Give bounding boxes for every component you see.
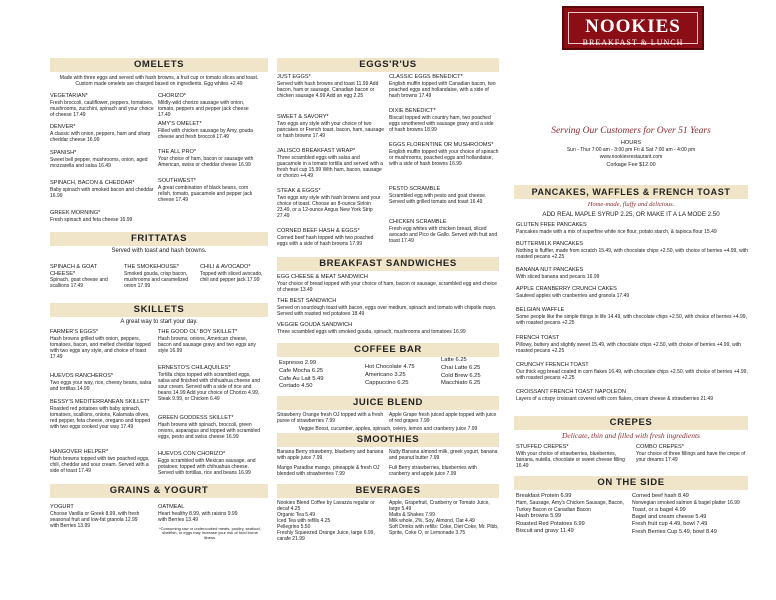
frittatas-heading: FRITTATAS (50, 232, 268, 246)
sandwiches-section (277, 257, 499, 335)
menu-column-middle (277, 0, 499, 600)
menu-item (50, 150, 154, 169)
item-desc: Some people like the simple things in life 14.49, with chocolate chips +2.50, with choice of berries +4.99, with roasted pecans +2.25 (516, 313, 747, 326)
side-item: Hash browns 5.99 (516, 513, 562, 520)
menu-item (50, 329, 154, 360)
menu-item (158, 504, 262, 541)
item-name: GREEK MORNING* (50, 210, 101, 216)
omelets-heading: OMELETS (50, 58, 268, 72)
coffee-item: Cappuccino 6.25 (365, 379, 409, 386)
item-name: EGGS FLORENTINE OR MUSHROOMS* (389, 142, 494, 148)
logo-subtitle: BREAKFAST & LUNCH (582, 38, 684, 48)
menu-item (50, 93, 154, 118)
beverage-item: Malts & Shakes 7.99 (389, 512, 435, 518)
item-desc: Choose Vanilla or Greek 8.99, with fresh seasonal fruit and low-fat granola 12.99 (50, 510, 140, 523)
item-name: CORNED BEEF HASH & EGGS* (277, 228, 360, 234)
menu-item (124, 264, 196, 289)
menu-item (158, 329, 262, 354)
menu-item (516, 222, 748, 235)
item-name: JUST EGGS* (277, 74, 311, 80)
item-name: OATMEAL (158, 504, 185, 510)
menu-item (158, 121, 262, 140)
skillets-heading: SKILLETS (50, 303, 268, 317)
side-item: Bagel and cream cheese 5.49 (632, 514, 707, 521)
beverages-list-left (277, 500, 385, 542)
menu-item (158, 365, 262, 402)
item-name: BUTTERMILK PANCAKES (516, 241, 584, 247)
menu-item (516, 241, 748, 260)
item-name: YOGURT (50, 504, 74, 510)
menu-item (516, 286, 748, 299)
logo-frame (568, 12, 698, 48)
menu-item (50, 449, 154, 474)
item-desc: Mildly-wild chorizo sausage with onion, tomato, peppers and pepper jack cheese 17.49 (158, 99, 249, 118)
coffee-item: Cafe Au Lait 5.49 (279, 375, 324, 382)
item-desc: Two eggs any style with hash browns and your choice of toast. Choose an 8-ounce Sirloin 23.49, or a 12-ounce Angus New York Strip 27.49 (277, 194, 381, 219)
eggsrus-section (277, 58, 499, 247)
item-desc: Spinach, goat cheese and scallions 17.49 (50, 277, 108, 290)
frittatas-subtitle: Served with toast and hash browns. (111, 248, 207, 254)
menu-item (277, 228, 385, 247)
item-name: THE BEST SANDWICH (277, 298, 337, 304)
juice-section (277, 396, 499, 432)
nookies-logo (562, 6, 704, 50)
side-item: Ham, Sausage, Amy's Chicken Sausage, Bacon, Turkey Bacon or Canadian Bacon (516, 500, 624, 513)
beverage-item: Organic Tea 5.49 (277, 512, 315, 518)
coffee-item: Americano 3.25 (365, 371, 406, 378)
menu-item (277, 274, 499, 293)
juice-item: Veggie Boost, cucumber, apples, spinach, celery, lemon and cranberry juice 7.99 (298, 426, 478, 432)
smoothie-item: Mango Paradise mango, pineapple & fresh OJ blended with strawberries 7.99 (277, 465, 380, 477)
menu-item (636, 444, 746, 463)
menu-item (389, 142, 499, 167)
item-desc: Fresh broccoli, cauliflower, peppers, tomatoes, mushrooms, zucchini, spinach and your choice of cheese 17.49 (50, 99, 154, 118)
beverage-item: Milk whole, 2%, Soy, Almond, Oat 4.49 (389, 518, 475, 524)
item-name: HANGOVER HELPER* (50, 449, 109, 455)
side-list-right (632, 493, 748, 536)
item-name: SPANISH* (50, 150, 77, 156)
grains-heading: GRAINS & YOGURT (50, 484, 268, 498)
menu-item (50, 180, 154, 199)
item-name: CHICKEN SCRAMBLE (389, 219, 447, 225)
item-price-berries: with Berries 13.49 (158, 516, 199, 523)
side-heading: ON THE SIDE (514, 476, 748, 490)
coffee-list-middle (365, 364, 445, 387)
item-name: DENVER* (50, 124, 76, 130)
item-name: HUEVOS RANCHEROS* (50, 373, 114, 379)
side-item: Fresh fruit cup 4.49, bowl 7.49 (632, 521, 708, 528)
omelets-note: Made with three eggs and served with hash browns, a fruit cup or tomato slices and toast. (59, 75, 259, 81)
item-desc: Our thick egg bread coated in corn flakes 16.49, with chocolate chips +2.50, with choice of berries +4.99, with roasted pecans +2.25 (516, 368, 748, 381)
side-item: Roasted Red Potatoes 6.99 (516, 520, 585, 527)
food-safety-warning: *Consuming raw or undercooked meats, poultry, seafood, shellfish, or eggs may increase your risk of food borne illness. (159, 525, 261, 541)
juice-item: Apple Grape fresh juiced apple topped with juice of red grapes 7.99 (389, 412, 497, 424)
item-desc: Baby spinach with smoked bacon and cheddar 16.99 (50, 186, 154, 199)
item-desc: Tortilla chips topped with scrambled eggs, salsa and finished with chihuahua cheese and sour cream. Served with a side of rice and beans 14.99 Add your choice of Chorizo 4.99, Steak 9.99, or Chicken 6.49 (158, 371, 261, 402)
menu-item (516, 362, 748, 381)
skillets-section (50, 303, 268, 476)
item-desc: Your choice of bread topped with your choice of ham, bacon or sausage, scrambled egg and choice of cheese 13.49 (277, 280, 497, 293)
side-list-left (516, 493, 624, 535)
beverage-item: Soft Drinks with refills: Coke, Diet Coke, Mr. Pibb, Sprite, Coke O, or Lemonade 3.75 (389, 524, 499, 536)
item-name: BELGIAN WAFFLE (516, 307, 565, 313)
tagline: Serving Our Customers for Over 51 Years (551, 126, 711, 136)
menu-item (277, 148, 385, 179)
item-name: STUFFED CREPES* (516, 444, 569, 450)
menu-item (158, 93, 262, 118)
item-name: VEGETARIAN* (50, 93, 88, 99)
item-name: SWEET & SAVORY* (277, 114, 329, 120)
menu-item (158, 149, 262, 168)
menu-item (277, 114, 385, 139)
item-desc: Served with hash browns and toast 11.99 Add bacon, ham or sausage, Canadian bacon or chicken sausage 4.99 Add an egg 2.25 (277, 80, 379, 99)
coffee-item: Cafe Mocha 6.25 (279, 367, 324, 374)
pancakes-heading: PANCAKES, WAFFLES & FRENCH TOAST (514, 185, 748, 199)
item-desc: Served on sourdough toast with bacon, eggs over medium, spinach and tomato with chipotle mayo. Served with roasted red potatoes 18.49 (277, 304, 497, 317)
item-desc: With your choice of strawberries, blueberries, banana, nutella, chocolate or sweet cheese filling 16.49 (516, 450, 625, 469)
menu-item (516, 307, 748, 326)
menu-column-left (50, 0, 268, 600)
item-desc: Topped with sliced avocado, chili and pepper jack 17.99 (200, 270, 263, 283)
menu-item (158, 451, 262, 476)
item-desc: Three scrambled eggs with salsa and guacamole in a tomato tortilla and served with a fresh fruit cup 15.99 With ham, bacon, sausage or chorizo +4.49 (277, 154, 383, 179)
item-desc: Fresh spinach and feta cheese 16.99 (50, 216, 133, 223)
menu-item (50, 399, 154, 430)
menu-item (516, 267, 748, 280)
crepes-heading: CREPES (514, 416, 748, 430)
header-info (514, 126, 748, 168)
item-name: BESSY'S MEDITERRANEAN SKILLET* (50, 399, 150, 405)
coffee-item: Cold Brew 6.25 (441, 372, 481, 379)
item-name: CRUNCHY FRENCH TOAST (516, 362, 589, 368)
side-item: Corned beef hash 8.49 (632, 493, 689, 499)
item-name: ERNESTO'S CHILAQUILES* (158, 365, 231, 371)
item-name: FRENCH TOAST (516, 335, 560, 341)
menu-item (277, 188, 385, 219)
item-desc: Two eggs any style with your choice of two pancakes or French toast, bacon, ham, sausage or hash browns 17.49 (277, 120, 385, 139)
juice-item: Strawberry Orange fresh OJ topped with a fresh puree of strawberries 7.99 (277, 412, 384, 424)
item-desc: Corned beef hash topped with two poached eggs with a side of hash browns 17.99 (277, 234, 374, 247)
item-desc: Fresh egg whites with chicken breast, sliced avocado and Pico de Gallo. Served with fruit and toast 17.49 (389, 225, 498, 244)
side-item: Biscuit and gravy 11.49 (516, 527, 574, 534)
omelets-note-2: Custom made omelets are charged based on ingredients. Egg whites +2.49 (75, 81, 243, 88)
item-desc: Pancakes made with a mix of superfine white rice flour, potato starch, & tapioca flour 15.49 (516, 228, 717, 235)
item-name: APPLE CRANBERRY CRUNCH CAKES (516, 286, 617, 292)
coffee-item: Macchiato 6.25 (441, 380, 481, 387)
coffee-item: Hot Chocolate 4.75 (365, 364, 415, 370)
coffee-list-right (441, 357, 499, 388)
menu-item (50, 264, 120, 289)
item-name: CHORIZO* (158, 93, 186, 99)
item-name: THE SMOKEHOUSE* (124, 264, 180, 270)
corkage-fee: Corkage Fee $12.00 (606, 161, 656, 168)
item-desc: Layers of a crispy croissant covered with corn flakes, cream cheese & strawberries 21.49 (516, 395, 714, 402)
item-desc: With sliced banana and pecans 16.99 (516, 273, 600, 280)
menu-item (50, 210, 154, 223)
logo-title: NOOKIES (585, 16, 681, 37)
item-name: SOUTHWEST* (158, 178, 196, 184)
item-desc: Hash browns topped with two poached eggs, chili, cheddar and sour cream. Served with a side of toast 17.49 (50, 455, 150, 474)
item-desc: Sweet bell pepper, mushrooms, onion, aged mozzarella and salsa 16.49 (50, 156, 148, 169)
item-name: THE ALL PRO* (158, 149, 197, 155)
item-name: CROISSANT FRENCH TOAST NAPOLEON (516, 389, 626, 395)
item-name: VEGGIE GOUDA SANDWICH (277, 322, 353, 328)
menu-item (516, 444, 626, 469)
crepes-section (514, 416, 748, 469)
item-desc: Your choice of three fillings and have the crepe of your dreams 17.49 (636, 450, 746, 463)
coffee-item: Espresso 2.99 (279, 360, 317, 366)
grains-section (50, 484, 268, 541)
crepes-tagline: Delicate, thin and filled with fresh ingredients (562, 431, 700, 440)
beverages-section (277, 484, 499, 542)
menu-column-right (514, 0, 748, 600)
coffee-item: Latte 6.25 (441, 357, 467, 363)
item-desc: Three scrambled eggs with smoked gouda, spinach, mushrooms and tomatoes 16.99 (277, 328, 466, 335)
skillets-subtitle: A great way to start your day. (120, 319, 198, 325)
item-desc: Biscuit topped with country ham, two poached eggs smothered with sausage gravy and a side of hash browns 18.99 (389, 114, 494, 133)
sandwiches-heading: BREAKFAST SANDWICHES (277, 257, 499, 271)
eggsrus-heading: EGGS'R'US (277, 58, 499, 72)
item-name: HUEVOS CON CHORIZO* (158, 451, 226, 457)
item-desc: Hash browns grilled with onion, peppers, tomatoes, bacon, and melted cheddar topped with two eggs any style, and choice of toast 17.49 (50, 335, 151, 360)
item-desc: Smoked gouda, crisp bacon, mushrooms and caramelized onion 17.99 (124, 270, 189, 289)
side-item: Toast, or a bagel 4.99 (632, 506, 686, 513)
side-item: Breakfast Protein 6.99 (516, 493, 572, 499)
menu-item (277, 322, 499, 335)
menu-item (389, 219, 499, 244)
menu-item (50, 124, 154, 143)
item-desc: English muffin topped with your choice of spinach or mushrooms, poached eggs and hollandaise, with a side of hash browns 16.99 (389, 148, 499, 167)
item-name: THE GOOD OL' BOY SKILLET* (158, 329, 238, 335)
hours-title: HOURS (620, 140, 642, 147)
website-text: www.nookiesrestaurant.com (599, 153, 663, 160)
beverage-item: Nookies Blend Coffee by Lavazza regular or decaf 4.25 (277, 500, 375, 512)
item-desc: A great combination of black beans, corn relish, tomato, guacamole and pepper jack cheese 17.49 (158, 184, 253, 203)
menu-item (200, 264, 270, 283)
item-name: EGG CHEESE & MEAT SANDWICH (277, 274, 368, 280)
item-name: AMY'S OMELET* (158, 121, 202, 127)
beverages-heading: BEVERAGES (277, 484, 499, 498)
item-name: PESTO SCRAMBLE (389, 186, 441, 192)
item-desc: Heart healthy 8.99, with raisins 9.99 (158, 510, 238, 517)
coffee-heading: COFFEE BAR (277, 343, 499, 357)
beverage-item: Iced Tea with refills 4.25 (277, 518, 331, 524)
item-desc: A classic with onion, peppers, ham and sharp cheddar cheese 16.99 (50, 130, 151, 143)
menu-item (158, 415, 262, 440)
hours-text: Sun - Thur 7:00 am - 3:00 pm Fri & Sat 7:00 am - 4:00 pm (566, 146, 696, 153)
menu-item (277, 298, 499, 317)
item-name: GREEN GODDESS SKILLET* (158, 415, 234, 421)
item-name: DIXIE BENEDICT* (389, 108, 436, 114)
smoothie-item: Full Berry strawberries, blueberries with cranberry and apple juice 7.99 (389, 465, 477, 477)
item-price-berries: with Berries 13.99 (50, 522, 91, 529)
menu-item (516, 335, 748, 354)
item-desc: Eggs scrambled with Mexican sausage, and potatoes; topped with chihuahua cheese. Served with tortillas, rice and beans 16.99 (158, 457, 256, 476)
menu-item (50, 504, 154, 529)
item-desc: Your choice of ham, bacon or sausage with American, swiss or cheddar cheese 16.99 (158, 155, 254, 168)
omelets-section (50, 58, 268, 223)
item-desc: Scrambled egg with pesto and goat cheese. Served with grilled tomato and toast 16.49 (389, 192, 487, 205)
item-name: BANANA NUT PANCAKES (516, 267, 584, 273)
item-desc: Hash browns, onions, American cheese, bacon and sausage gravy and two eggs any style 16.99 (158, 335, 256, 354)
item-name: GLUTEN FREE PANCAKES (516, 222, 587, 228)
item-name: FARMER'S EGGS* (50, 329, 99, 335)
coffee-item: Cortado 4.50 (279, 383, 313, 390)
item-desc: Filled with chicken sausage by Amy, gouda cheese and fresh broccoli 17.49 (158, 127, 253, 140)
item-desc: Sauteed apples with cranberries and granola 17.49 (516, 292, 630, 299)
item-desc: Roasted red potatoes with baby spinach, tomatoes, scallions, onions, Kalamata olives, red pepper, feta cheese, oregano and topped with two eggs cooked your way 17.49 (50, 405, 151, 430)
beverages-list-right (389, 500, 499, 536)
item-desc: Pillowy, buttery and slightly sweet 15.49, with chocolate chips +2.50, with choice of berries +4.99, with roasted pecans +2.25 (516, 341, 742, 354)
pancakes-tagline: Home-made, fluffy and delicious. (587, 201, 675, 208)
side-item: Fresh Berries Cup 5.49, bowl 8.49 (632, 528, 717, 535)
menu-item (277, 74, 385, 99)
item-desc: English muffin topped with Canadian bacon, two poached eggs and hollandaise, with a side of hash browns 17.49 (389, 80, 496, 99)
smoothies-heading: SMOOTHIES (277, 433, 499, 447)
menu-item (389, 108, 499, 133)
item-name: JALISCO BREAKFAST WRAP* (277, 148, 356, 154)
menu-item (50, 373, 154, 392)
smoothies-section (277, 433, 499, 477)
smoothie-item: Banana Berry strawberry, blueberry and banana with apple juice 7.99 (277, 449, 384, 461)
menu-item (516, 389, 748, 402)
beverage-item: Freshly Squeezed Orange Juice, large 6.99, carafe 21.99 (277, 530, 375, 542)
coffee-list-left (279, 360, 359, 391)
beverage-item: Apple, Grapefruit, Cranberry or Tomato Juice, large 5.49 (389, 500, 490, 512)
item-name: SPINACH, BACON & CHEDDAR* (50, 180, 135, 186)
menu-item (389, 186, 499, 205)
frittatas-section (50, 232, 268, 290)
beverage-item: Pellegrino 5.50 (277, 524, 311, 530)
side-item: Norwegian smoked salmon & bagel platter 16.99 (632, 500, 740, 507)
item-name: CHILI & AVOCADO* (200, 264, 251, 270)
item-desc: Hash browns with spinach, broccoli, green onions, asparagus and topped with scrambled eggs, pesto and swiss cheese 16.99 (158, 421, 261, 440)
side-section (514, 476, 748, 535)
item-name: COMBO CREPES* (636, 444, 684, 450)
smoothie-item: Nutty Banana almond milk, greek yogurt, banana and peanut butter 7.99 (389, 449, 498, 461)
menu-item (389, 74, 499, 99)
coffee-section (277, 343, 499, 390)
menu-item (158, 178, 262, 203)
item-name: CLASSIC EGGS BENEDICT* (389, 74, 463, 80)
item-desc: Two eggs your way, rice, cheesy beans, salsa and tortillas 14.99 (50, 379, 152, 392)
item-name: STEAK & EGGS* (277, 188, 321, 194)
pancakes-section (514, 185, 748, 402)
coffee-item: Chai Latte 6.25 (441, 364, 481, 371)
juice-heading: JUICE BLEND (277, 396, 499, 410)
item-name: SPINACH & GOAT CHEESE* (50, 264, 98, 277)
item-desc: Nothing is fluffier, made from scratch 15.49, with chocolate chips +2.50, with choice of berries +4.99, with roasted pecans +2.25 (516, 247, 748, 260)
pancakes-addon: ADD REAL MAPLE SYRUP 2.25, OR MAKE IT A LA MODE 2.50 (542, 210, 720, 218)
